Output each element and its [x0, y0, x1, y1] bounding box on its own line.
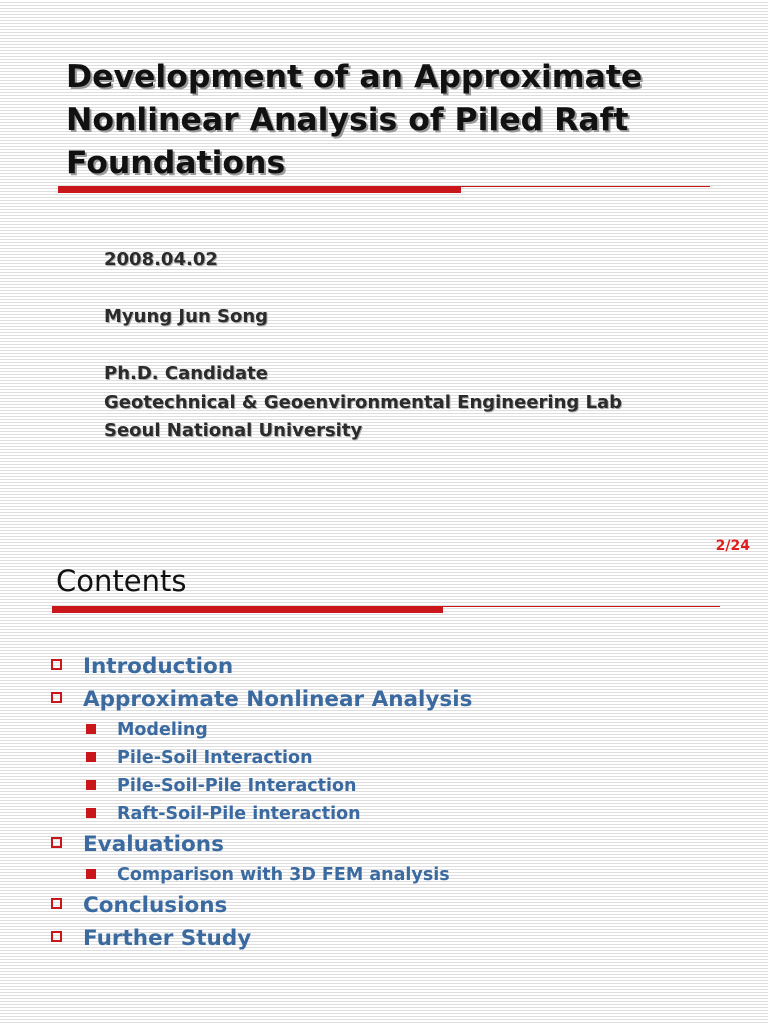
contents-item-label: Pile-Soil-Pile Interaction [117, 776, 357, 796]
contents-subitem [0, 716, 768, 744]
contents-subitem [0, 800, 768, 828]
contents-item-label: Comparison with 3D FEM analysis [117, 865, 450, 885]
slide-title: Development of an Approximate Nonlinear Analysis of Piled Raft Foundations [66, 59, 643, 181]
page-number: 2/24 [715, 538, 750, 554]
presentation-date: 2008.04.02 [104, 249, 218, 270]
contents-item-label: Conclusions [83, 893, 228, 918]
contents-subitem [0, 772, 768, 800]
lab-name: Geotechnical & Geoenvironmental Engineering Lab [104, 391, 623, 413]
hollow-square-bullet-icon [51, 931, 62, 942]
filled-square-bullet-icon [86, 752, 96, 762]
contents-item-label: Evaluations [83, 832, 224, 857]
filled-square-bullet-icon [86, 869, 96, 879]
hollow-square-bullet-icon [51, 692, 62, 703]
contents-item-label: Pile-Soil Interaction [117, 748, 313, 768]
author-name: Myung Jun Song [104, 306, 269, 327]
contents-item-label: Approximate Nonlinear Analysis [83, 687, 473, 712]
contents-title: Contents [56, 564, 187, 598]
author-position: Ph.D. Candidate [104, 363, 268, 384]
contents-item [0, 922, 768, 955]
contents-item-label: Modeling [117, 720, 208, 740]
filled-square-bullet-icon [86, 780, 96, 790]
contents-underline-thin [52, 606, 720, 607]
contents-underline-thick [52, 606, 443, 613]
contents-item-label: Raft-Soil-Pile interaction [117, 804, 361, 824]
hollow-square-bullet-icon [51, 898, 62, 909]
contents-item-label: Introduction [83, 654, 234, 679]
contents-subitem [0, 744, 768, 772]
contents-list [0, 650, 768, 955]
university-name: Seoul National University [104, 420, 363, 441]
filled-square-bullet-icon [86, 808, 96, 818]
title-underline-thin [58, 186, 710, 187]
hollow-square-bullet-icon [51, 659, 62, 670]
title-underline-thick [58, 186, 461, 193]
contents-item [0, 650, 768, 683]
hollow-square-bullet-icon [51, 837, 62, 848]
contents-item [0, 889, 768, 922]
contents-item-label: Further Study [83, 926, 252, 951]
contents-slide [0, 530, 768, 1024]
contents-item [0, 683, 768, 716]
contents-subitem [0, 861, 768, 889]
contents-item [0, 828, 768, 861]
filled-square-bullet-icon [86, 724, 96, 734]
